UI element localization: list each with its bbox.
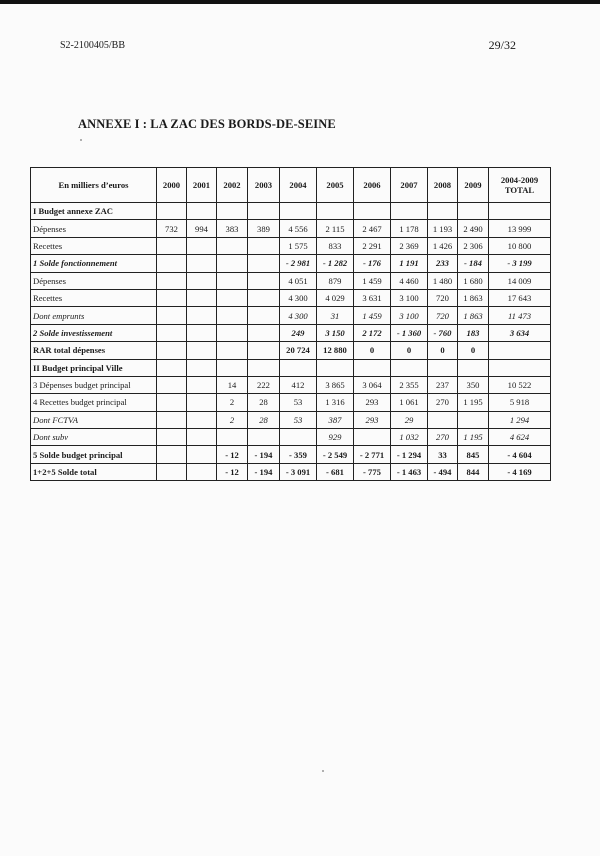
table-cell bbox=[317, 359, 354, 376]
table-cell: 1 863 bbox=[458, 307, 489, 324]
table-cell: - 2 771 bbox=[354, 446, 391, 463]
table-cell bbox=[187, 289, 217, 306]
table-cell: 17 643 bbox=[489, 289, 551, 306]
table-cell: 53 bbox=[280, 394, 317, 411]
row-label: Dépenses bbox=[31, 220, 157, 237]
table-row bbox=[31, 411, 551, 428]
row-label: Recettes bbox=[31, 237, 157, 254]
table-cell: 237 bbox=[428, 376, 458, 393]
table-cell: 4 300 bbox=[280, 307, 317, 324]
document-reference: S2-2100405/BB bbox=[60, 40, 126, 51]
table-cell: 2 bbox=[217, 411, 248, 428]
row-label: RAR total dépenses bbox=[31, 342, 157, 359]
table-cell: 11 473 bbox=[489, 307, 551, 324]
table-cell bbox=[217, 255, 248, 272]
table-cell bbox=[248, 255, 280, 272]
table-cell: 1 032 bbox=[391, 429, 428, 446]
table-cell: 0 bbox=[428, 342, 458, 359]
table-cell bbox=[248, 203, 280, 220]
table-cell bbox=[391, 203, 428, 220]
table-cell bbox=[354, 203, 391, 220]
table-cell bbox=[280, 203, 317, 220]
table-cell: 222 bbox=[248, 376, 280, 393]
table-cell bbox=[187, 446, 217, 463]
table-cell: 350 bbox=[458, 376, 489, 393]
column-header: 2003 bbox=[248, 168, 280, 203]
table-cell bbox=[157, 255, 187, 272]
row-label: 1+2+5 Solde total bbox=[31, 463, 157, 480]
table-cell bbox=[248, 307, 280, 324]
table-cell bbox=[157, 359, 187, 376]
table-cell: 12 880 bbox=[317, 342, 354, 359]
table-cell: 293 bbox=[354, 394, 391, 411]
table-cell bbox=[187, 255, 217, 272]
table-cell: 1 195 bbox=[458, 429, 489, 446]
table-cell: - 2 549 bbox=[317, 446, 354, 463]
row-label: 3 Dépenses budget principal bbox=[31, 376, 157, 393]
table-cell: 14 bbox=[217, 376, 248, 393]
table-cell bbox=[187, 429, 217, 446]
table-cell bbox=[354, 429, 391, 446]
table-cell bbox=[458, 411, 489, 428]
table-cell: 4 624 bbox=[489, 429, 551, 446]
table-cell: 1 191 bbox=[391, 255, 428, 272]
table-cell: - 194 bbox=[248, 446, 280, 463]
table-cell bbox=[217, 342, 248, 359]
table-cell bbox=[217, 289, 248, 306]
table-cell: 4 300 bbox=[280, 289, 317, 306]
table-cell bbox=[187, 394, 217, 411]
table-row bbox=[31, 289, 551, 306]
row-label: 5 Solde budget principal bbox=[31, 446, 157, 463]
table-cell: - 1 463 bbox=[391, 463, 428, 480]
table-cell: 844 bbox=[458, 463, 489, 480]
table-cell: 2 355 bbox=[391, 376, 428, 393]
table-cell: 1 426 bbox=[428, 237, 458, 254]
table-cell bbox=[217, 237, 248, 254]
table-cell bbox=[157, 272, 187, 289]
table-cell: 720 bbox=[428, 289, 458, 306]
table-cell: - 3 091 bbox=[280, 463, 317, 480]
table-cell bbox=[217, 307, 248, 324]
table-row bbox=[31, 342, 551, 359]
table-cell: 1 061 bbox=[391, 394, 428, 411]
table-cell bbox=[217, 272, 248, 289]
table-cell: 293 bbox=[354, 411, 391, 428]
table-row bbox=[31, 324, 551, 341]
table-cell bbox=[187, 411, 217, 428]
table-cell bbox=[489, 203, 551, 220]
table-cell: 1 459 bbox=[354, 307, 391, 324]
row-label: I Budget annexe ZAC bbox=[31, 203, 157, 220]
table-cell bbox=[187, 342, 217, 359]
table-cell: - 359 bbox=[280, 446, 317, 463]
table-cell: 0 bbox=[354, 342, 391, 359]
table-cell: 383 bbox=[217, 220, 248, 237]
table-cell bbox=[217, 359, 248, 376]
table-cell bbox=[489, 342, 551, 359]
table-cell bbox=[187, 237, 217, 254]
table-cell: 3 634 bbox=[489, 324, 551, 341]
table-cell bbox=[157, 324, 187, 341]
row-label: Recettes bbox=[31, 289, 157, 306]
table-cell: 1 680 bbox=[458, 272, 489, 289]
table-cell: 4 556 bbox=[280, 220, 317, 237]
column-header: 2008 bbox=[428, 168, 458, 203]
table-cell: 833 bbox=[317, 237, 354, 254]
table-cell bbox=[280, 359, 317, 376]
table-cell: 732 bbox=[157, 220, 187, 237]
row-label: Dont emprunts bbox=[31, 307, 157, 324]
table-cell: - 775 bbox=[354, 463, 391, 480]
table-cell bbox=[248, 289, 280, 306]
table-cell: 389 bbox=[248, 220, 280, 237]
row-label: Dont subv bbox=[31, 429, 157, 446]
table-cell bbox=[157, 394, 187, 411]
table-cell bbox=[157, 203, 187, 220]
table-cell: 1 193 bbox=[428, 220, 458, 237]
table-cell: 2 115 bbox=[317, 220, 354, 237]
table-cell bbox=[248, 359, 280, 376]
table-cell: 0 bbox=[391, 342, 428, 359]
table-cell: 1 480 bbox=[428, 272, 458, 289]
table-cell bbox=[187, 272, 217, 289]
table-body bbox=[31, 203, 551, 481]
table-cell: 3 100 bbox=[391, 307, 428, 324]
table-cell: 31 bbox=[317, 307, 354, 324]
table-cell bbox=[248, 237, 280, 254]
table-cell bbox=[157, 376, 187, 393]
table-cell: 3 631 bbox=[354, 289, 391, 306]
table-cell: - 176 bbox=[354, 255, 391, 272]
table-cell: - 184 bbox=[458, 255, 489, 272]
table-cell bbox=[458, 203, 489, 220]
table-cell: 14 009 bbox=[489, 272, 551, 289]
table-cell: 879 bbox=[317, 272, 354, 289]
column-header-label: En milliers d’euros bbox=[31, 168, 157, 203]
table-cell: 2 490 bbox=[458, 220, 489, 237]
table-cell bbox=[354, 359, 391, 376]
table-cell: 1 178 bbox=[391, 220, 428, 237]
row-label: Dépenses bbox=[31, 272, 157, 289]
table-cell: - 194 bbox=[248, 463, 280, 480]
table-cell: 10 522 bbox=[489, 376, 551, 393]
table-cell: 270 bbox=[428, 429, 458, 446]
table-cell bbox=[157, 342, 187, 359]
table-cell: 4 029 bbox=[317, 289, 354, 306]
table-row bbox=[31, 220, 551, 237]
table-cell bbox=[317, 203, 354, 220]
table-cell: - 1 360 bbox=[391, 324, 428, 341]
table-cell bbox=[428, 203, 458, 220]
table-row bbox=[31, 359, 551, 376]
finance-table bbox=[30, 167, 551, 481]
table-cell: 845 bbox=[458, 446, 489, 463]
table-cell: 28 bbox=[248, 411, 280, 428]
table-cell bbox=[428, 411, 458, 428]
table-cell bbox=[248, 324, 280, 341]
row-label: 4 Recettes budget principal bbox=[31, 394, 157, 411]
table-row bbox=[31, 237, 551, 254]
table-cell: - 494 bbox=[428, 463, 458, 480]
table-cell bbox=[157, 446, 187, 463]
table-row bbox=[31, 376, 551, 393]
table-cell: 28 bbox=[248, 394, 280, 411]
table-cell: - 12 bbox=[217, 446, 248, 463]
table-cell: 387 bbox=[317, 411, 354, 428]
table-cell: 33 bbox=[428, 446, 458, 463]
table-cell bbox=[187, 307, 217, 324]
column-header: 2005 bbox=[317, 168, 354, 203]
table-cell: 4 051 bbox=[280, 272, 317, 289]
table-cell bbox=[458, 359, 489, 376]
table-cell: 929 bbox=[317, 429, 354, 446]
table-cell bbox=[217, 429, 248, 446]
table-cell bbox=[157, 463, 187, 480]
table-cell: 4 460 bbox=[391, 272, 428, 289]
table-cell: 5 918 bbox=[489, 394, 551, 411]
table-row bbox=[31, 463, 551, 480]
table-row bbox=[31, 429, 551, 446]
table-cell: 3 150 bbox=[317, 324, 354, 341]
table-cell: 1 294 bbox=[489, 411, 551, 428]
table-cell bbox=[391, 359, 428, 376]
row-label: 1 Solde fonctionnement bbox=[31, 255, 157, 272]
table-cell bbox=[248, 429, 280, 446]
table-cell: 3 100 bbox=[391, 289, 428, 306]
table-cell: 13 999 bbox=[489, 220, 551, 237]
table-row bbox=[31, 203, 551, 220]
column-header: 2000 bbox=[157, 168, 187, 203]
column-header: 2001 bbox=[187, 168, 217, 203]
row-label: Dont FCTVA bbox=[31, 411, 157, 428]
table-cell: - 681 bbox=[317, 463, 354, 480]
table-cell: 29 bbox=[391, 411, 428, 428]
table-cell: - 1 282 bbox=[317, 255, 354, 272]
table-cell: 2 467 bbox=[354, 220, 391, 237]
table-cell bbox=[187, 376, 217, 393]
scan-speck bbox=[80, 139, 82, 141]
column-header: 2007 bbox=[391, 168, 428, 203]
table-cell bbox=[248, 272, 280, 289]
table-cell: 233 bbox=[428, 255, 458, 272]
table-cell bbox=[187, 359, 217, 376]
column-header: 2006 bbox=[354, 168, 391, 203]
table-cell: - 3 199 bbox=[489, 255, 551, 272]
table-cell bbox=[157, 237, 187, 254]
table-cell: 1 459 bbox=[354, 272, 391, 289]
table-cell bbox=[187, 324, 217, 341]
table-cell bbox=[157, 307, 187, 324]
page-title: ANNEXE I : LA ZAC DES BORDS-DE-SEINE bbox=[78, 117, 336, 131]
table-cell: - 1 294 bbox=[391, 446, 428, 463]
table-cell bbox=[157, 289, 187, 306]
table-cell: 412 bbox=[280, 376, 317, 393]
table-cell bbox=[428, 359, 458, 376]
table-cell: 183 bbox=[458, 324, 489, 341]
column-header: 2009 bbox=[458, 168, 489, 203]
table-row bbox=[31, 394, 551, 411]
table-cell: 53 bbox=[280, 411, 317, 428]
table-row bbox=[31, 446, 551, 463]
table-cell bbox=[217, 324, 248, 341]
table-cell: 1 316 bbox=[317, 394, 354, 411]
table-cell: 270 bbox=[428, 394, 458, 411]
table-cell: 20 724 bbox=[280, 342, 317, 359]
table-cell: 2 369 bbox=[391, 237, 428, 254]
table-cell: - 760 bbox=[428, 324, 458, 341]
table-cell bbox=[217, 203, 248, 220]
table-cell bbox=[489, 359, 551, 376]
table-cell: 3 865 bbox=[317, 376, 354, 393]
column-header: 2004 bbox=[280, 168, 317, 203]
table-row bbox=[31, 272, 551, 289]
table-cell: 1 575 bbox=[280, 237, 317, 254]
scan-speck bbox=[322, 770, 324, 772]
table-row bbox=[31, 255, 551, 272]
table-cell: 1 863 bbox=[458, 289, 489, 306]
page-number: 29/32 bbox=[488, 38, 516, 52]
table-row bbox=[31, 307, 551, 324]
table-header-row bbox=[31, 168, 551, 203]
table-cell: 2 bbox=[217, 394, 248, 411]
table-cell: 720 bbox=[428, 307, 458, 324]
row-label: 2 Solde investissement bbox=[31, 324, 157, 341]
table-cell bbox=[187, 203, 217, 220]
table-cell: - 4 169 bbox=[489, 463, 551, 480]
table-cell bbox=[187, 463, 217, 480]
table-cell: 249 bbox=[280, 324, 317, 341]
table-cell: 1 195 bbox=[458, 394, 489, 411]
table-cell bbox=[157, 411, 187, 428]
table-cell bbox=[248, 342, 280, 359]
table-cell: 0 bbox=[458, 342, 489, 359]
table-cell: 2 306 bbox=[458, 237, 489, 254]
table-cell bbox=[280, 429, 317, 446]
table-cell: 2 291 bbox=[354, 237, 391, 254]
table-cell bbox=[157, 429, 187, 446]
top-edge-bar bbox=[0, 0, 600, 4]
table-cell: 10 800 bbox=[489, 237, 551, 254]
table-cell: - 12 bbox=[217, 463, 248, 480]
table-cell: 2 172 bbox=[354, 324, 391, 341]
row-label: II Budget principal Ville bbox=[31, 359, 157, 376]
column-header: 2002 bbox=[217, 168, 248, 203]
table-cell: - 2 981 bbox=[280, 255, 317, 272]
table-cell: 3 064 bbox=[354, 376, 391, 393]
column-header: 2004-2009 TOTAL bbox=[489, 168, 551, 203]
table-cell: - 4 604 bbox=[489, 446, 551, 463]
table-cell: 994 bbox=[187, 220, 217, 237]
